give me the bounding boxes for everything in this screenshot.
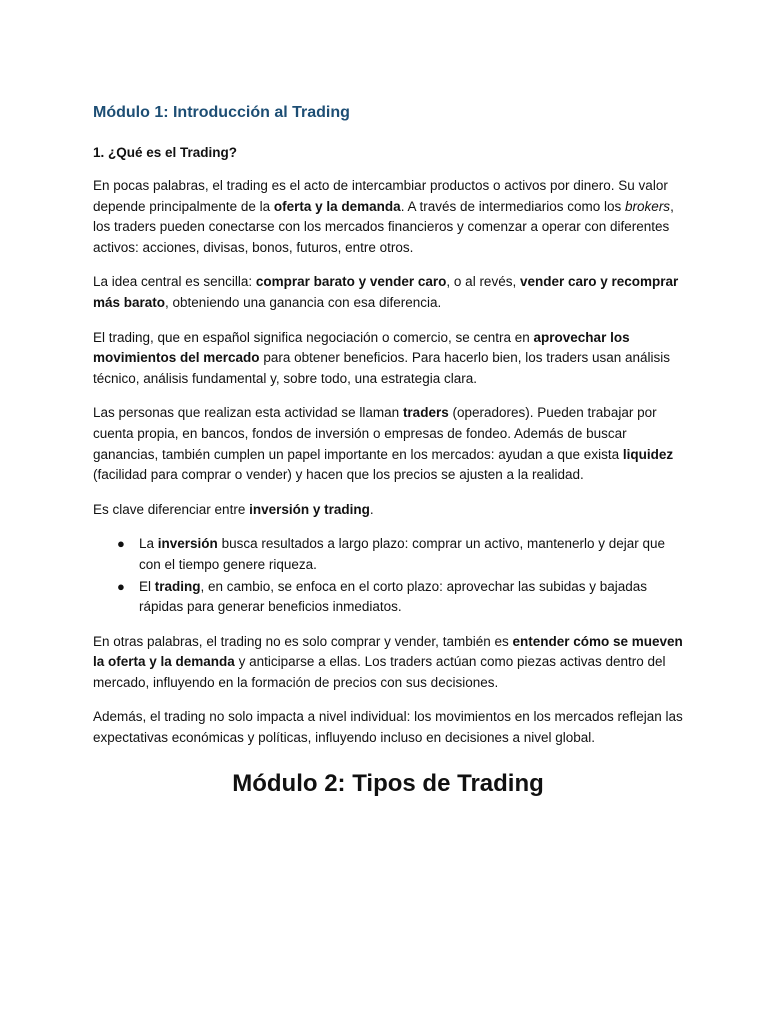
p4-text-a: Las personas que realizan esta actividad se llaman (93, 405, 403, 421)
section-1-heading: 1. ¿Qué es el Trading? (93, 145, 238, 160)
bullet-2-text-a: El (139, 578, 155, 594)
bullet-2-bold: trading (154, 578, 201, 594)
paragraph-2 (93, 272, 683, 313)
bullet-icon: ● (117, 578, 125, 594)
p5-bold-inversion-trading: inversión y trading (249, 501, 370, 517)
p1-bold-oferta-demanda: oferta y la demanda (273, 198, 401, 214)
paragraph-7: Además, el trading no solo impacta a nivel individual: los movimientos en los mercados reflejan las expectativas económicas y políticas, influyendo incluso en decisiones a nivel global. (93, 709, 683, 746)
document-content (93, 102, 683, 799)
paragraph-6 (93, 632, 683, 694)
paragraph-5 (93, 500, 683, 521)
module-2-title: Módulo 2: Tipos de Trading (232, 769, 544, 797)
p4-bold-traders: traders (402, 405, 449, 421)
p3-text-a: El trading, que en español significa negociación o comercio, se centra en (93, 329, 534, 345)
list-item (117, 577, 683, 618)
p3-bold-aprovechar: aprovechar los movimientos del mercado (93, 329, 630, 366)
p2-text-e: , obteniendo una ganancia con esa diferencia. (165, 294, 442, 310)
p1-text-e: , los traders pueden conectarse con los mercados financieros y comenzar a operar con diferentes activos: acciones, divisas, bonos, futuros, entre otros. (93, 198, 674, 255)
p6-text-a: En otras palabras, el trading no es solo comprar y vender, también es (93, 633, 513, 649)
bullet-1-text-a: La (139, 536, 158, 552)
p1-text-c: . A través de intermediarios como los (400, 198, 626, 214)
p2-text-c: , o al revés, (446, 274, 520, 290)
p6-bold-entender: entender cómo se mueven la oferta y la demanda (93, 633, 683, 670)
p4-text-c: (operadores). Pueden trabajar por cuenta propia, en bancos, fondos de inversión o empresas de fondeo. Además de buscar ganancias, también cumplen un papel importante en los mercados: ayudan a que exista (93, 405, 657, 462)
p4-text-e: (facilidad para comprar o vender) y hacen que los precios se ajusten a la realidad. (93, 467, 584, 483)
p5-text-c: . (369, 501, 374, 517)
bullet-1-text-c: busca resultados a largo plazo: comprar un activo, mantenerlo y dejar que con el tiempo genere riqueza. (139, 536, 666, 572)
bullet-1-bold: inversión (157, 536, 218, 552)
p5-text-a: Es clave diferenciar entre (93, 501, 250, 517)
p2-bold-comprar-barato: comprar barato y vender caro (255, 274, 447, 290)
bullet-list (93, 534, 683, 617)
p2-text-a: La idea central es sencilla: (93, 274, 256, 290)
p1-text-a: En pocas palabras, el trading es el acto de intercambiar productos o activos por dinero. Su valor depende principalmente de la (93, 178, 668, 214)
paragraph-1 (93, 176, 683, 258)
paragraph-4 (93, 403, 683, 485)
p1-italic-brokers: brokers (625, 198, 671, 214)
p6-text-c: y anticiparse a ellas. Los traders actúan como piezas activas dentro del mercado, influyendo en la formación de precios con sus decisiones. (93, 654, 666, 690)
paragraph-3 (93, 328, 683, 390)
p3-text-c: para obtener beneficios. Para hacerlo bien, los traders usan análisis técnico, análisis fundamental y, sobre todo, una estrategia clara. (93, 350, 671, 386)
list-item (117, 534, 683, 575)
bullet-icon: ● (117, 536, 125, 552)
bullet-2-text-c: , en cambio, se enfoca en el corto plazo: aprovechar las subidas y bajadas rápidas para generar beneficios inmediatos. (139, 578, 648, 615)
module-1-title: Módulo 1: Introducción al Trading (93, 104, 350, 121)
p4-bold-liquidez: liquidez (622, 446, 674, 462)
p2-bold-vender-caro: vender caro y recomprar más barato (93, 274, 679, 310)
